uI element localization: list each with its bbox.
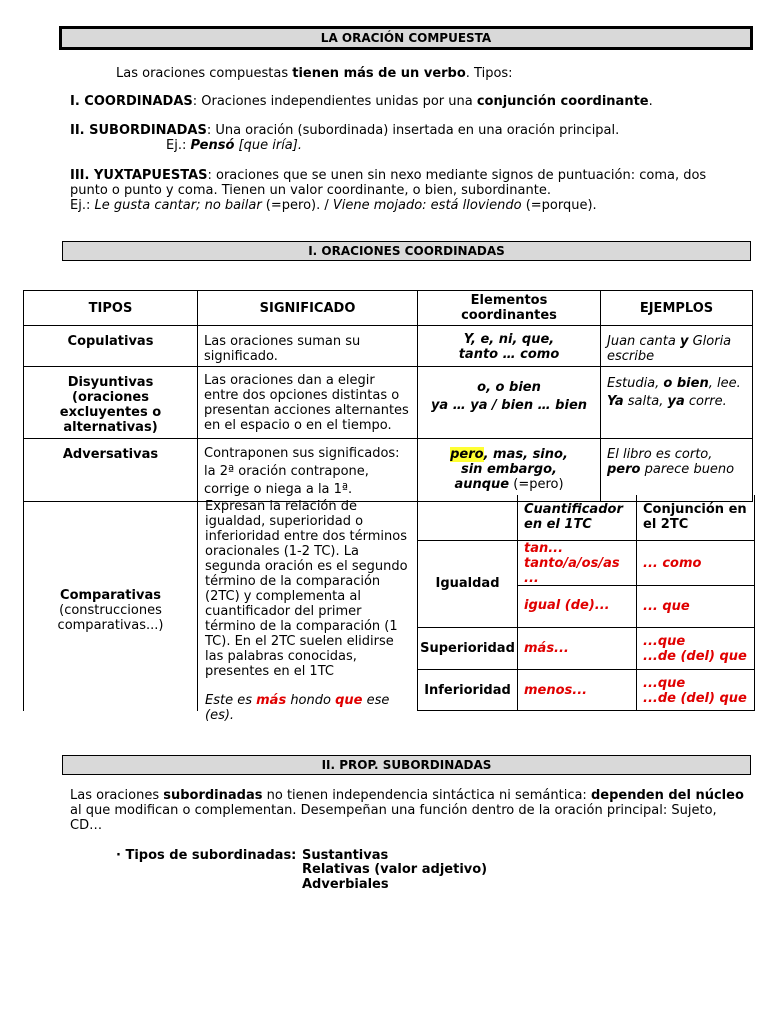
table-row-disyuntivas (24, 367, 753, 439)
header-significado: SIGNIFICADO (198, 291, 418, 326)
header-ejemplos: EJEMPLOS (601, 291, 753, 326)
inferioridad-conjuncion: ...que ...de (del) que (643, 676, 747, 706)
superioridad-conjuncion: ...que ...de (del) que (643, 634, 747, 664)
elem-adversativas: pero, mas, sino, sin embargo, aunque (=pero) (418, 439, 601, 502)
sig-adversativas: Contraponen sus significados: la 2ª oración contrapone, corrige o niega a la 1ª. (198, 439, 418, 502)
ej-copulativas: Juan canta y Gloria escribe (601, 326, 753, 367)
header-elementos: Elementos coordinantes (418, 291, 601, 326)
type-yuxtapuestas: III. YUXTAPUESTAS: oraciones que se unen sin nexo mediante signos de puntuación: coma, dos (70, 168, 707, 183)
subord-text-line3: CD… (70, 818, 103, 833)
subord-example: Ej.: Pensó [que iría]. (166, 138, 302, 153)
igualdad-cuantificador-1: tan... tanto/a/os/as ... (524, 541, 620, 585)
tipo-disyuntivas: Disyuntivas (oraciones excluyentes o alternativas) (24, 367, 198, 439)
inferioridad-cuantificador: menos... (524, 683, 588, 698)
section-subordinadas-header: II. PROP. SUBORDINADAS (62, 755, 751, 775)
subheader-conjuncion: Conjunción en el 2TC (643, 502, 747, 532)
label-inferioridad: Inferioridad (424, 683, 511, 698)
igualdad-cuantificador-2: igual (de)... (524, 598, 610, 613)
sig-copulativas: Las oraciones suman su significado. (198, 326, 418, 367)
sig-comparativas: Expresan la relación de igualdad, superioridad o inferioridad entre dos términos oracionales (1-2 TC). La segunda oración es el segundo término de la comparación (2TC) y complementa al cuantificador del primer término de la comparación (1 TC). En el 2TC suelen elidirse las palabras conocidas, presentes en el 1TC Este es más hondo que ese (es). (205, 499, 408, 723)
type-coordinadas: I. COORDINADAS: Oraciones independientes unidas por una conjunción coordinante. (70, 94, 653, 109)
superioridad-cuantificador: más... (524, 641, 569, 656)
subord-text-line2: al que modifican o complementan. Desempeñan una función dentro de la oración principal: Sujeto, (70, 803, 717, 818)
yuxt-line2: punto o punto y coma. Tienen un valor coordinante, o bien, subordinante. (70, 183, 551, 198)
tipo-adverbiales: Adverbiales (302, 877, 389, 892)
label-igualdad: Igualdad (435, 576, 500, 591)
type-subordinadas: II. SUBORDINADAS: Una oración (subordinada) insertada en una oración principal. (70, 123, 620, 138)
tipos-subordinadas-label: · Tipos de subordinadas: (116, 848, 297, 863)
label-superioridad: Superioridad (420, 641, 515, 656)
table-row-adversativas (24, 439, 753, 502)
page-title: LA ORACIÓN COMPUESTA (59, 26, 753, 50)
header-tipos: TIPOS (24, 291, 198, 326)
subheader-cuantificador: Cuantificador en el 1TC (524, 502, 623, 532)
tipo-sustantivas: Sustantivas (302, 848, 389, 863)
table-row-copulativas (24, 326, 753, 367)
tipo-adversativas: Adversativas (24, 439, 198, 502)
intro-line: Las oraciones compuestas tienen más de un verbo. Tipos: (116, 66, 513, 81)
coordinadas-table (23, 290, 753, 502)
ej-disyuntivas: Estudia, o bien, lee. Ya salta, ya corre. (601, 367, 753, 439)
table-header-row (24, 291, 753, 326)
yuxt-example: Ej.: Le gusta cantar; no bailar (=pero). / Viene mojado: está lloviendo (=porque). (70, 198, 597, 213)
elem-disyuntivas: o, o bien ya … ya / bien … bien (418, 367, 601, 439)
subord-text-line1: Las oraciones subordinadas no tienen independencia sintáctica ni semántica: dependen del núcleo (70, 788, 744, 803)
tipo-comparativas: Comparativas (construcciones comparativas...) (57, 588, 164, 633)
ej-adversativas: El libro es corto, pero parece bueno (601, 439, 753, 502)
tipo-relativas: Relativas (valor adjetivo) (302, 862, 488, 877)
tipo-copulativas: Copulativas (24, 326, 198, 367)
igualdad-conjuncion-1: ... como (643, 556, 702, 571)
igualdad-conjuncion-2: ... que (643, 599, 690, 614)
sig-disyuntivas: Las oraciones dan a elegir entre dos opciones distintas o presentan acciones alternantes en el espacio o en el tiempo. (198, 367, 418, 439)
elem-copulativas: Y, e, ni, que, tanto … como (418, 326, 601, 367)
section-coordinadas-header: I. ORACIONES COORDINADAS (62, 241, 751, 261)
